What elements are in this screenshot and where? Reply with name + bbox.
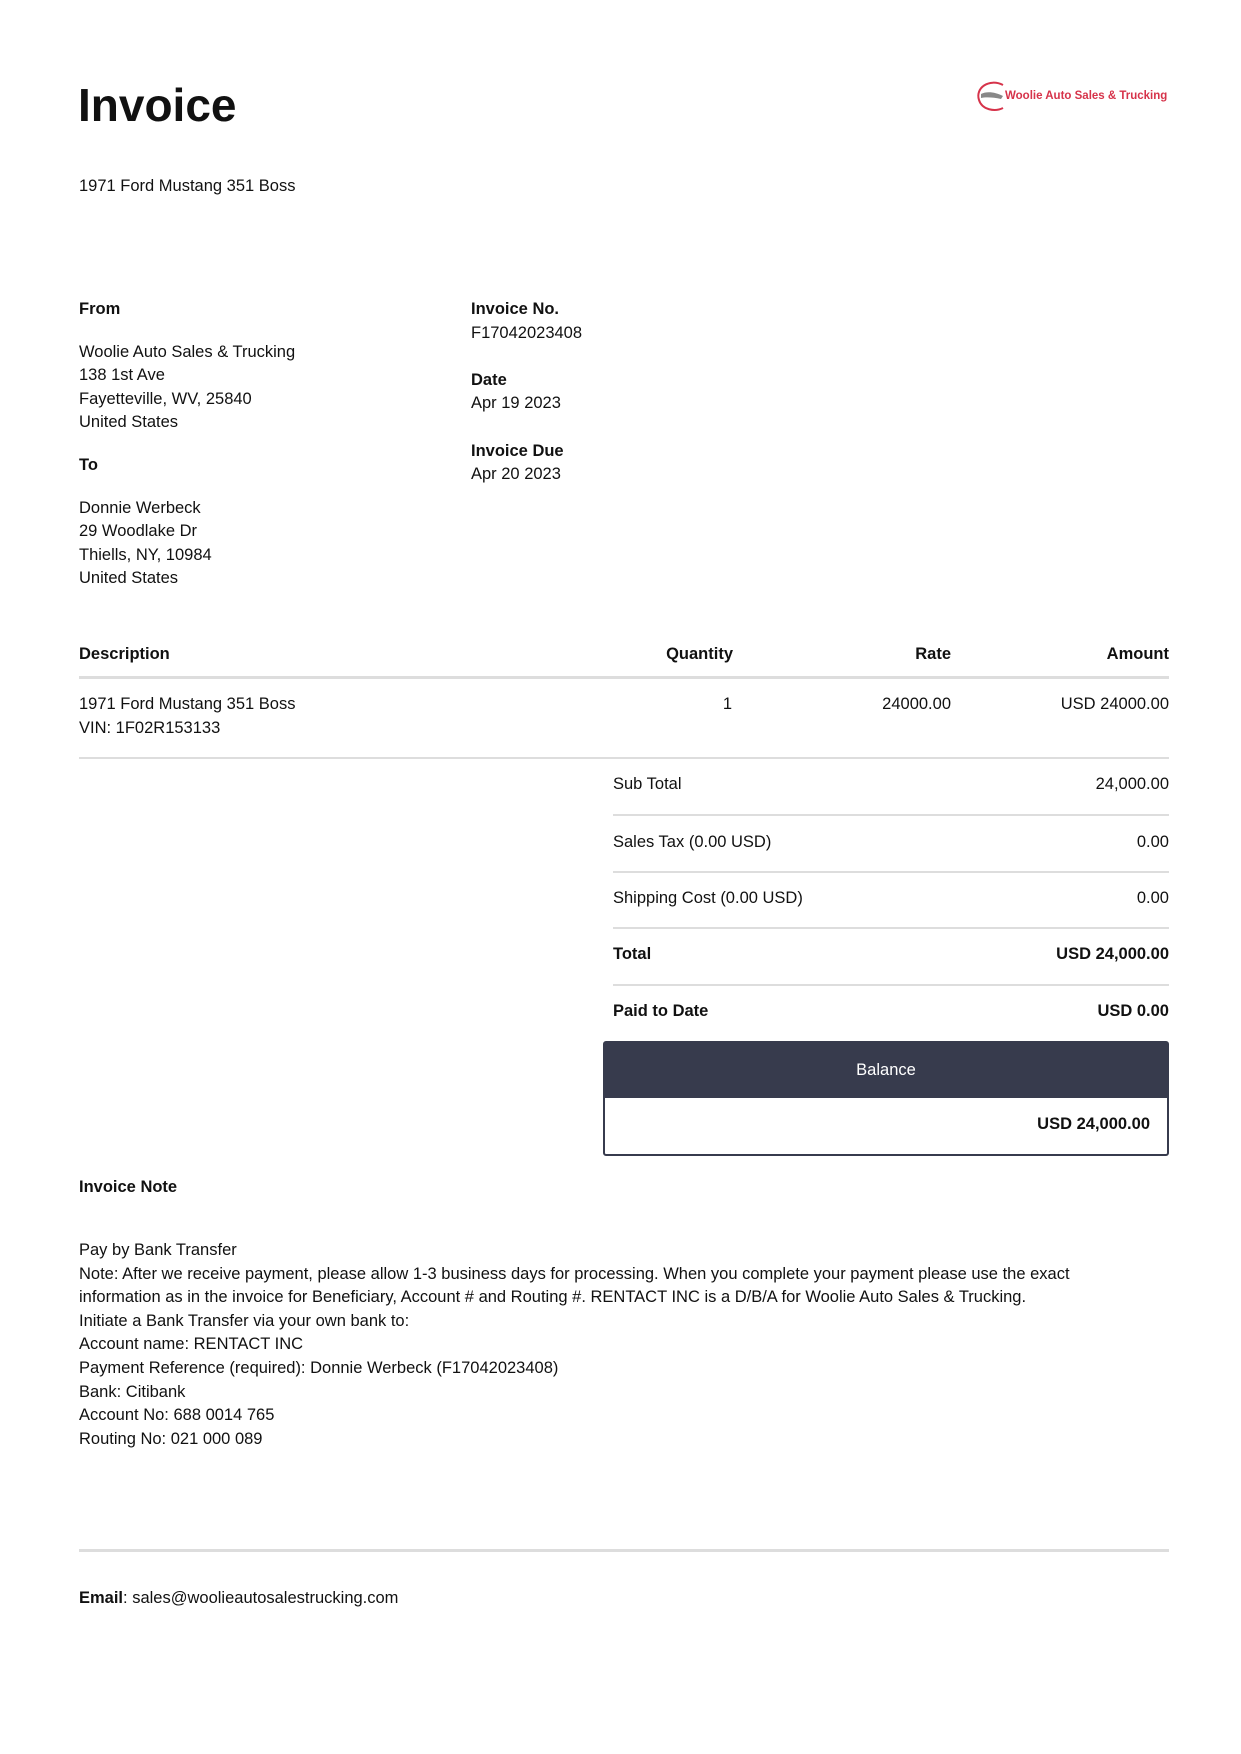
totals-divider	[613, 927, 1169, 929]
col-header-quantity: Quantity	[666, 645, 733, 663]
note-line: Payment Reference (required): Donnie Werbeck (F17042023408)	[79, 1358, 559, 1377]
company-logo	[975, 80, 1170, 116]
to-line: United States	[79, 569, 179, 588]
car-swoosh-icon	[975, 80, 1007, 114]
date-label: Date	[471, 370, 507, 389]
note-line: Account name: RENTACT INC	[79, 1335, 304, 1354]
total-value: USD 24,000.00	[1056, 945, 1169, 963]
item-amount: USD 24000.00	[1060, 695, 1169, 713]
invoice-note	[79, 1239, 1070, 1451]
note-line: information as in the invoice for Beneficiary, Account # and Routing #. RENTACT INC is a D/B/A for Woolie Auto Sales & Trucking.	[79, 1288, 1027, 1307]
note-line: Pay by Bank Transfer	[79, 1241, 237, 1259]
subtotal-label: Sub Total	[613, 775, 682, 793]
totals-divider	[613, 814, 1169, 816]
to-line: Thiells, NY, 10984	[79, 545, 212, 564]
from-line: 138 1st Ave	[79, 366, 165, 385]
row-divider	[79, 757, 1169, 759]
note-line: Routing No: 021 000 089	[79, 1429, 263, 1448]
to-line: 29 Woodlake Dr	[79, 522, 198, 541]
from-line: Fayetteville, WV, 25840	[79, 389, 252, 408]
balance-value: USD 24,000.00	[1037, 1115, 1150, 1133]
page-title: Invoice	[78, 79, 237, 131]
date-value: Apr 19 2023	[471, 394, 561, 413]
paid-label: Paid to Date	[613, 1002, 709, 1020]
col-header-amount: Amount	[1106, 645, 1169, 663]
balance-box	[603, 1041, 1169, 1156]
email-label: Email	[79, 1589, 124, 1607]
invoice-note-label: Invoice Note	[79, 1178, 178, 1196]
col-header-rate: Rate	[915, 645, 951, 663]
due-value: Apr 20 2023	[471, 465, 561, 484]
shipping-value: 0.00	[1136, 889, 1169, 907]
header-divider	[79, 676, 1169, 679]
due-label: Invoice Due	[471, 441, 564, 460]
invoice-meta	[471, 298, 582, 487]
email-separator: :	[123, 1589, 128, 1607]
invoice-no-label: Invoice No.	[471, 300, 560, 318]
invoice-no: F17042023408	[471, 323, 583, 342]
sales-tax-value: 0.00	[1136, 833, 1169, 851]
subtotal-value: 24,000.00	[1095, 775, 1169, 793]
item-description: 1971 Ford Mustang 351 Boss	[79, 695, 296, 713]
item-quantity: 1	[722, 695, 732, 713]
from-line: Woolie Auto Sales & Trucking	[79, 342, 296, 361]
invoice-subtitle: 1971 Ford Mustang 351 Boss	[79, 177, 296, 195]
totals-divider	[613, 984, 1169, 986]
paid-value: USD 0.00	[1097, 1002, 1169, 1020]
shipping-label: Shipping Cost (0.00 USD)	[613, 889, 803, 907]
email-link[interactable]: sales@woolieautosalestrucking.com	[132, 1589, 399, 1607]
logo-text: Woolie Auto Sales & Trucking	[1005, 90, 1168, 102]
footer-divider	[79, 1549, 1169, 1552]
col-header-description: Description	[79, 645, 170, 663]
sales-tax-label: Sales Tax (0.00 USD)	[613, 833, 772, 851]
item-vin: VIN: 1F02R153133	[79, 719, 221, 737]
totals-divider	[613, 871, 1169, 873]
note-line: Bank: Citibank	[79, 1382, 186, 1401]
item-rate: 24000.00	[882, 695, 951, 713]
from-label: From	[79, 300, 121, 318]
note-line: Account No: 688 0014 765	[79, 1406, 275, 1425]
note-line: Note: After we receive payment, please allow 1-3 business days for processing. When you complete your payment please use the exact	[79, 1264, 1070, 1283]
to-label: To	[79, 455, 98, 474]
total-label: Total	[613, 945, 652, 963]
note-line: Initiate a Bank Transfer via your own bank to:	[79, 1311, 410, 1330]
from-section	[79, 298, 295, 591]
footer-email	[79, 1589, 398, 1608]
to-line: Donnie Werbeck	[79, 498, 201, 517]
balance-label: Balance	[605, 1043, 1167, 1098]
from-line: United States	[79, 413, 179, 432]
